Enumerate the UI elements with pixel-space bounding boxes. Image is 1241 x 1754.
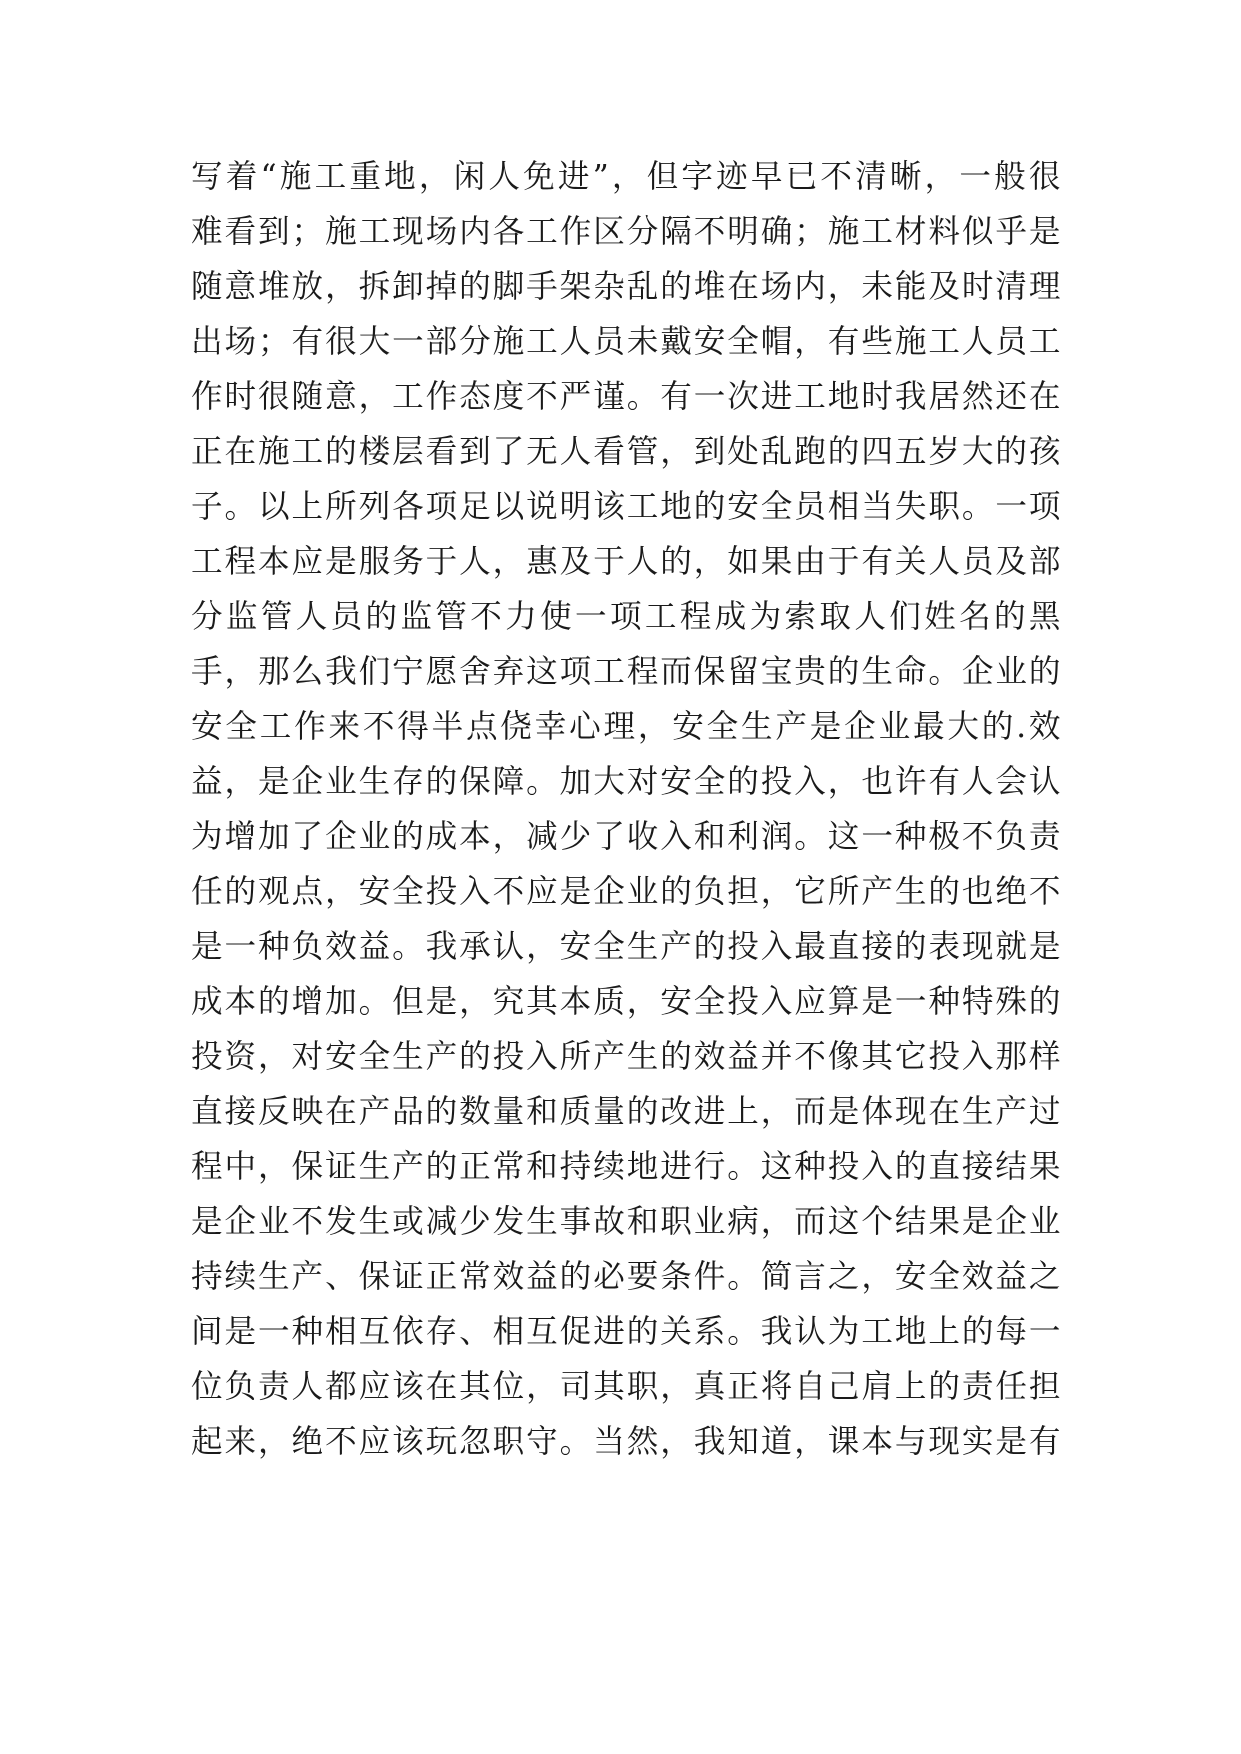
text-line: 间是一种相互依存、相互促进的关系。我认为工地上的每一 [191, 1314, 1061, 1350]
text-line: 程中，保证生产的正常和持续地进行。这种投入的直接结果 [191, 1149, 1061, 1185]
body-text [191, 150, 1061, 1470]
text-line: 作时很随意，工作态度不严谨。有一次进工地时我居然还在 [191, 379, 1061, 415]
text-line: 为增加了企业的成本，减少了收入和利润。这一种极不负责 [191, 819, 1061, 855]
text-line: 难看到；施工现场内各工作区分隔不明确；施工材料似乎是 [191, 214, 1061, 250]
text-line: 持续生产、保证正常效益的必要条件。简言之，安全效益之 [191, 1259, 1061, 1295]
text-line: 任的观点，安全投入不应是企业的负担，它所产生的也绝不 [191, 874, 1061, 910]
text-line: 益，是企业生存的保障。加大对安全的投入，也许有人会认 [191, 764, 1061, 800]
text-line: 直接反映在产品的数量和质量的改进上，而是体现在生产过 [191, 1094, 1061, 1130]
text-line: 出场；有很大一部分施工人员未戴安全帽，有些施工人员工 [191, 324, 1061, 360]
text-line: 手，那么我们宁愿舍弃这项工程而保留宝贵的生命。企业的 [191, 654, 1061, 690]
text-line: 是一种负效益。我承认，安全生产的投入最直接的表现就是 [191, 929, 1061, 965]
text-line: 子。以上所列各项足以说明该工地的安全员相当失职。一项 [191, 489, 1061, 525]
text-line: 成本的增加。但是，究其本质，安全投入应算是一种特殊的 [191, 984, 1061, 1020]
text-line: 分监管人员的监管不力使一项工程成为索取人们姓名的黑 [191, 599, 1061, 635]
text-line: 是企业不发生或减少发生事故和职业病，而这个结果是企业 [191, 1204, 1061, 1240]
text-line: 投资，对安全生产的投入所产生的效益并不像其它投入那样 [191, 1039, 1061, 1075]
text-line: 随意堆放，拆卸掉的脚手架杂乱的堆在场内，未能及时清理 [191, 269, 1061, 305]
text-line: 写着“施工重地，闲人免进”，但字迹早已不清晰，一般很 [191, 159, 1061, 195]
text-line: 位负责人都应该在其位，司其职，真正将自己肩上的责任担 [191, 1369, 1061, 1405]
text-line: 安全工作来不得半点侥幸心理，安全生产是企业最大的.效 [191, 709, 1061, 745]
text-line: 工程本应是服务于人，惠及于人的，如果由于有关人员及部 [191, 544, 1061, 580]
text-line: 起来，绝不应该玩忽职守。当然，我知道，课本与现实是有 [191, 1424, 1061, 1460]
text-line: 正在施工的楼层看到了无人看管，到处乱跑的四五岁大的孩 [191, 434, 1061, 470]
